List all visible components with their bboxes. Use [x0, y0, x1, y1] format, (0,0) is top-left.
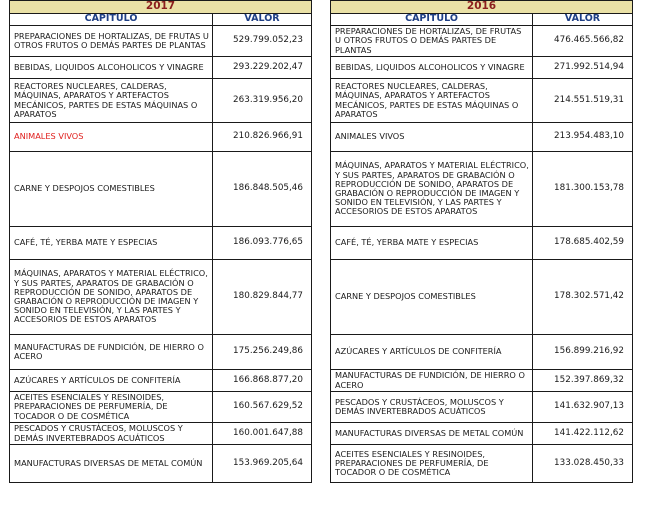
- valor-cell: 529.799.052,23: [213, 26, 312, 57]
- valor-cell: 271.992.514,94: [533, 57, 633, 79]
- valor-cell: 263.319.956,20: [213, 79, 312, 123]
- table-row: [331, 26, 633, 57]
- table-row: [331, 445, 633, 483]
- capitulo-cell: AZÚCARES Y ARTÍCULOS DE CONFITERÍA: [10, 370, 213, 392]
- table-row: [10, 423, 312, 445]
- table-row: [331, 260, 633, 335]
- capitulo-cell: MANUFACTURAS DIVERSAS DE METAL COMÚN: [10, 445, 213, 483]
- table-2017: [9, 0, 312, 483]
- valor-cell: 156.899.216,92: [533, 335, 633, 370]
- valor-cell: 181.300.153,78: [533, 152, 633, 227]
- column-header-valor: VALOR: [213, 14, 312, 26]
- table-row: [10, 370, 312, 392]
- capitulo-cell: BEBIDAS, LIQUIDOS ALCOHOLICOS Y VINAGRE: [331, 57, 533, 79]
- capitulo-cell: CARNE Y DESPOJOS COMESTIBLES: [331, 260, 533, 335]
- valor-cell: 141.422.112,62: [533, 423, 633, 445]
- valor-cell: 476.465.566,82: [533, 26, 633, 57]
- column-header-capitulo: CAPITULO: [331, 14, 533, 26]
- valor-cell: 213.954.483,10: [533, 123, 633, 152]
- valor-cell: 160.567.629,52: [213, 392, 312, 423]
- table-row: [10, 123, 312, 152]
- table-2016: [330, 0, 633, 483]
- valor-cell: 214.551.519,31: [533, 79, 633, 123]
- capitulo-cell: ANIMALES VIVOS: [331, 123, 533, 152]
- table-row: [10, 260, 312, 335]
- valor-cell: 166.868.877,20: [213, 370, 312, 392]
- capitulo-cell: REACTORES NUCLEARES, CALDERAS, MÁQUINAS, APARATOS Y ARTEFACTOS MECÁNICOS, PARTES DE ESTAS MÁQUINAS O APARATOS: [331, 79, 533, 123]
- capitulo-cell: PESCADOS Y CRUSTÁCEOS, MOLUSCOS Y DEMÁS INVERTEBRADOS ACUÁTICOS: [10, 423, 213, 445]
- capitulo-cell: CAFÉ, TÉ, YERBA MATE Y ESPECIAS: [10, 227, 213, 260]
- valor-cell: 210.826.966,91: [213, 123, 312, 152]
- valor-cell: 186.848.505,46: [213, 152, 312, 227]
- valor-cell: 186.093.776,65: [213, 227, 312, 260]
- capitulo-cell: ACEITES ESENCIALES Y RESINOIDES, PREPARACIONES DE PERFUMERÍA, DE TOCADOR O DE COSMÉTICA: [331, 445, 533, 483]
- valor-cell: 178.302.571,42: [533, 260, 633, 335]
- year-header-2016: 2016: [331, 1, 633, 14]
- valor-cell: 175.256.249,86: [213, 335, 312, 370]
- table-row: [10, 335, 312, 370]
- capitulo-cell: AZÚCARES Y ARTÍCULOS DE CONFITERÍA: [331, 335, 533, 370]
- table-row: [331, 392, 633, 423]
- capitulo-cell: REACTORES NUCLEARES, CALDERAS, MÁQUINAS, APARATOS Y ARTEFACTOS MECÁNICOS, PARTES DE ESTAS MÁQUINAS O APARATOS: [10, 79, 213, 123]
- table-row: [10, 152, 312, 227]
- capitulo-cell: MÁQUINAS, APARATOS Y MATERIAL ELÉCTRICO, Y SUS PARTES, APARATOS DE GRABACIÓN O REPRODUCCIÓN DE SONIDO, APARATOS DE GRABACIÓN O REPRODUCCIÓN DE IMAGEN Y SONIDO EN TELEVISIÓN, Y LAS PARTES Y ACCESORIOS DE ESTOS APARATOS: [10, 260, 213, 335]
- table-row: [331, 57, 633, 79]
- table-row: [10, 392, 312, 423]
- valor-cell: 133.028.450,33: [533, 445, 633, 483]
- table-gap: [314, 0, 327, 514]
- capitulo-cell: BEBIDAS, LIQUIDOS ALCOHOLICOS Y VINAGRE: [10, 57, 213, 79]
- capitulo-cell: ACEITES ESENCIALES Y RESINOIDES, PREPARACIONES DE PERFUMERÍA, DE TOCADOR O DE COSMÉTICA: [10, 392, 213, 423]
- valor-cell: 160.001.647,88: [213, 423, 312, 445]
- valor-cell: 180.829.844,77: [213, 260, 312, 335]
- capitulo-cell: MANUFACTURAS DE FUNDICIÓN, DE HIERRO O ACERO: [10, 335, 213, 370]
- capitulo-cell: PREPARACIONES DE HORTALIZAS, DE FRUTAS U OTROS FRUTOS O DEMÁS PARTES DE PLANTAS: [331, 26, 533, 57]
- capitulo-cell: MANUFACTURAS DIVERSAS DE METAL COMÚN: [331, 423, 533, 445]
- table-row: [10, 26, 312, 57]
- table-row: [10, 445, 312, 483]
- capitulo-cell: MÁQUINAS, APARATOS Y MATERIAL ELÉCTRICO, Y SUS PARTES, APARATOS DE GRABACIÓN O REPRODUCCIÓN DE SONIDO, APARATOS DE GRABACIÓN O REPRODUCCIÓN DE IMAGEN Y SONIDO EN TELEVISIÓN, Y LAS PARTES Y ACCESORIOS DE ESTOS APARATOS: [331, 152, 533, 227]
- table-row: [331, 123, 633, 152]
- valor-cell: 141.632.907,13: [533, 392, 633, 423]
- valor-cell: 153.969.205,64: [213, 445, 312, 483]
- capitulo-cell: PESCADOS Y CRUSTÁCEOS, MOLUSCOS Y DEMÁS INVERTEBRADOS ACUÁTICOS: [331, 392, 533, 423]
- table-row: [331, 370, 633, 392]
- valor-cell: 178.685.402,59: [533, 227, 633, 260]
- capitulo-cell-highlighted: ANIMALES VIVOS: [10, 123, 213, 152]
- table-row: [10, 57, 312, 79]
- table-row: [10, 227, 312, 260]
- column-header-capitulo: CAPITULO: [10, 14, 213, 26]
- table-row: [331, 152, 633, 227]
- table-row: [331, 227, 633, 260]
- capitulo-cell: CAFÉ, TÉ, YERBA MATE Y ESPECIAS: [331, 227, 533, 260]
- table-row: [331, 335, 633, 370]
- valor-cell: 293.229.202,47: [213, 57, 312, 79]
- table-row: [331, 423, 633, 445]
- valor-cell: 152.397.869,32: [533, 370, 633, 392]
- table-row: [331, 79, 633, 123]
- capitulo-cell: PREPARACIONES DE HORTALIZAS, DE FRUTAS U OTROS FRUTOS O DEMÁS PARTES DE PLANTAS: [10, 26, 213, 57]
- table-row: [10, 79, 312, 123]
- capitulo-cell: MANUFACTURAS DE FUNDICIÓN, DE HIERRO O ACERO: [331, 370, 533, 392]
- capitulo-cell: CARNE Y DESPOJOS COMESTIBLES: [10, 152, 213, 227]
- year-header-2017: 2017: [10, 1, 312, 14]
- column-header-valor: VALOR: [533, 14, 633, 26]
